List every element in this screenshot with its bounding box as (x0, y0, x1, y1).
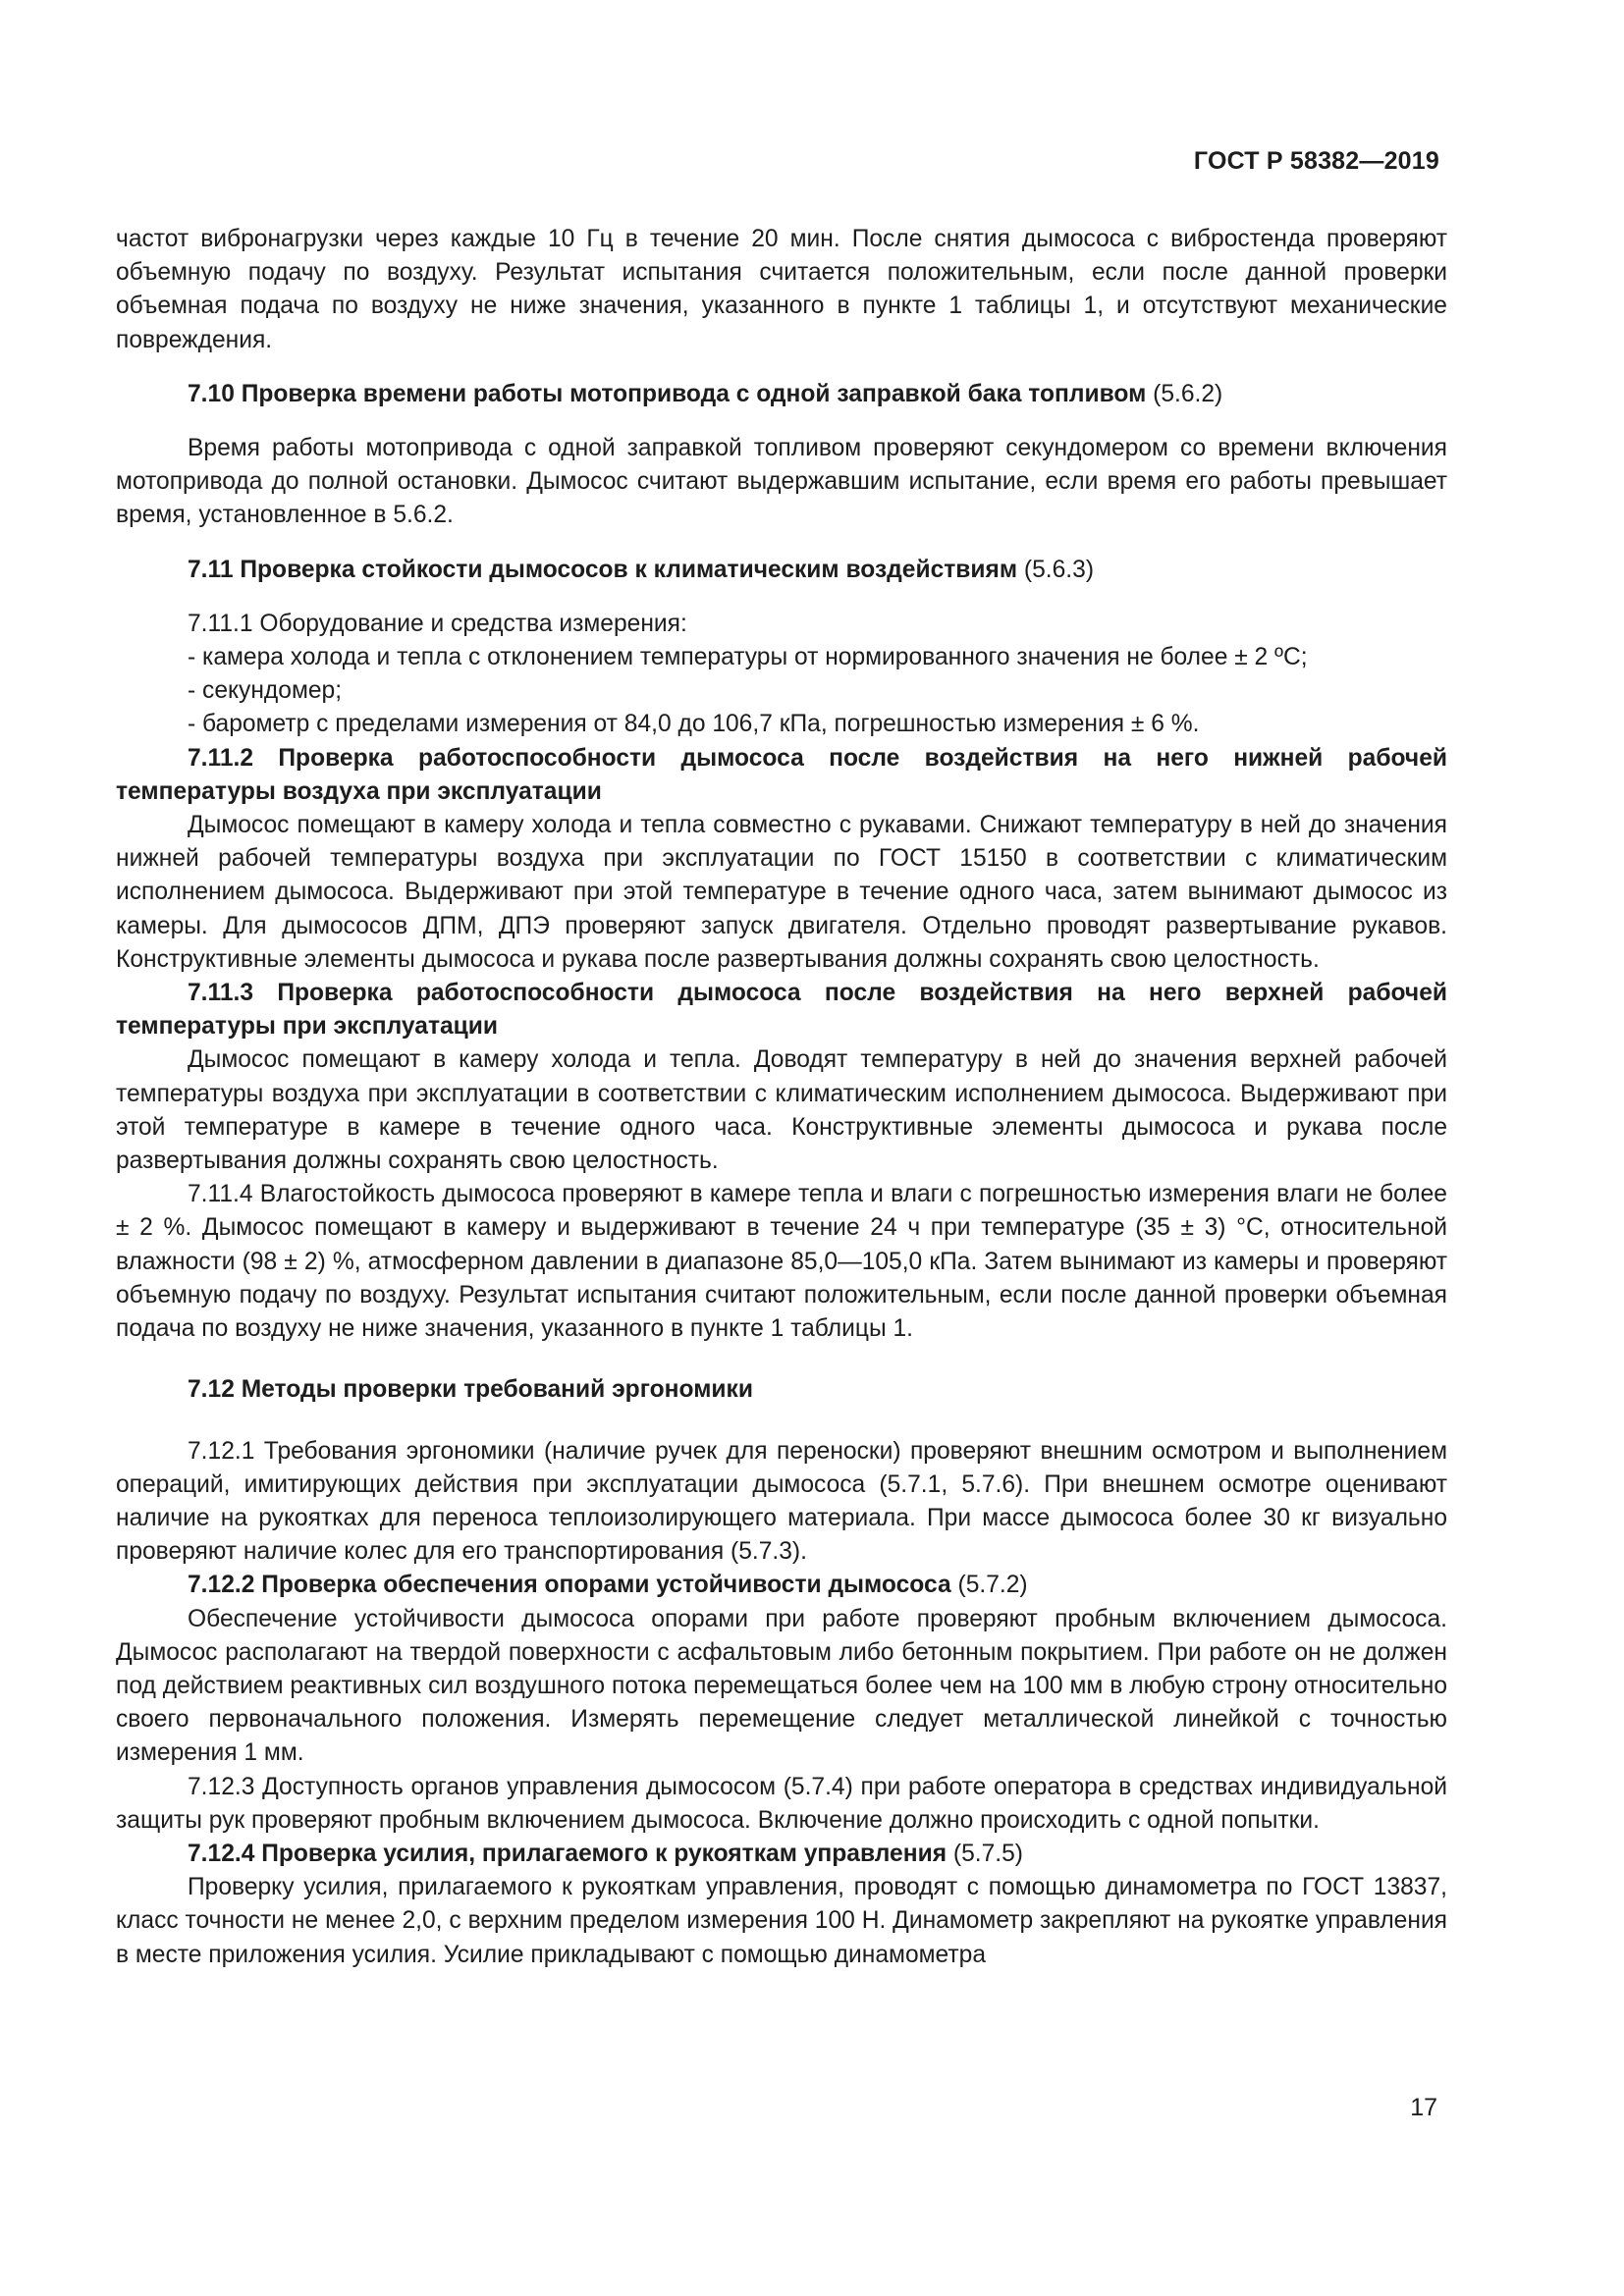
document-header: ГОСТ Р 58382—2019 (1193, 147, 1439, 175)
section-heading-title: 7.11.3 Проверка работоспособности дымососа после воздействия на него верхней рабочей температуры при эксплуатации (116, 980, 1447, 1041)
page-number: 17 (1410, 2094, 1437, 2121)
section-heading-title: 7.11 Проверка стойкости дымососов к климатическим воздействиям (188, 556, 1018, 583)
section-heading-title: 7.10 Проверка времени работы мотопривода с одной заправкой бака топливом (188, 380, 1147, 407)
section-heading (116, 1569, 1447, 1602)
section-heading (116, 554, 1447, 587)
paragraph: частот вибронагрузки через каждые 10 Гц в течение 20 мин. После снятия дымососа с вибростенда проверяют объемную подачу по воздуху. Результат испытания считается положительным, если после данной проверки объемная подача по воздуху не ниже значения, указанного в пункте 1 таблицы 1, и отсутствуют механические повреждения. (116, 226, 1447, 353)
section-heading (116, 1838, 1447, 1871)
section-heading-title: 7.11.2 Проверка работоспособности дымососа после воздействия на него нижней рабочей температуры воздуха при эксплуатации (116, 744, 1447, 805)
list-item: - барометр с пределами измерения от 84,0 до 106,7 кПа, погрешностью измерения ± 6 %. (188, 711, 1200, 738)
paragraph: 7.12.1 Требования эргономики (наличие ручек для переноски) проверяют внешним осмотром и выполнением операций, имитирующих действия при эксплуатации дымососа (5.7.1, 5.7.6). При внешнем осмотре оценивают наличие на рукоятках для переноса теплоизолирующего материала. При массе дымососа более 30 кг визуально проверяют наличие колес для его транспортирования (5.7.3). (116, 1437, 1447, 1566)
section-heading-title: 7.12.4 Проверка усилия, прилагаемого к рукояткам управления (188, 1840, 947, 1867)
list-item: - секундомер; (188, 677, 343, 705)
section-heading-ref: (5.7.5) (947, 1840, 1023, 1867)
paragraph: 7.11.1 Оборудование и средства измерения: (188, 610, 687, 637)
paragraph: Дымосос помещают в камеру холода и тепла совместно с рукавами. Снижают температуру в ней до значения нижней рабочей температуры воздуха при эксплуатации по ГОСТ 15150 в соответствии с климатическим исполнением дымососа. Выдерживают при этой температуре в течение одного часа, затем вынимают дымосос из камеры. Для дымососов ДПМ, ДПЭ проверяют запуск двигателя. Отдельно проводят развертывание рукавов. Конструктивные элементы дымососа и рукава после развертывания должны сохранять свою целостность. (116, 812, 1447, 973)
section-heading-title: 7.12 Методы проверки требований эргономики (188, 1376, 753, 1404)
paragraph: 7.11.4 Влагостойкость дымососа проверяют в камере тепла и влаги с погрешностью измерения влаги не более ± 2 %. Дымосос помещают в камеру и выдерживают в течение 24 ч при температуре (35 ± 3) °С, относительной влажности (98 ± 2) %, атмосферном давлении в диапазоне 85,0—105,0 кПа. Затем вынимают из камеры и проверяют объемную подачу по воздуху. Результат испытания считают положительным, если после данной проверки объемная подача по воздуху не ниже значения, указанного в пункте 1 таблицы 1. (116, 1181, 1447, 1343)
section-heading (116, 742, 1447, 809)
section-heading-ref: (5.7.2) (950, 1572, 1028, 1599)
paragraph: Время работы мотопривода с одной заправкой топливом проверяют секундомером со времени включения мотопривода до полной остановки. Дымосос считают выдержавшим испытание, если время его работы превышает время, установленное в 5.6.2. (116, 435, 1447, 529)
paragraph: 7.12.3 Доступность органов управления дымососом (5.7.4) при работе оператора в средствах индивидуальной защиты рук проверяют пробным включением дымососа. Включение должно происходить с одной попытки. (116, 1773, 1447, 1834)
section-heading (116, 1373, 1447, 1407)
paragraph: Дымосос помещают в камеру холода и тепла. Доводят температуру в ней до значения верхней рабочей температуры воздуха при эксплуатации в соответствии с климатическим исполнением дымососа. Выдерживают при этой температуре в камере в течение одного часа. Конструктивные элементы дымососа и рукава после развертывания должны сохранять свою целостность. (116, 1046, 1447, 1175)
section-heading (116, 378, 1447, 411)
paragraph: Проверку усилия, прилагаемого к рукояткам управления, проводят с помощью динамометра по ГОСТ 13837, класс точности не менее 2,0, с верхним пределом измерения 100 Н. Динамометр закрепляют на рукоятке управления в месте приложения усилия. Усилие прикладывают с помощью динамометра (116, 1874, 1447, 1968)
section-heading-ref: (5.6.2) (1146, 380, 1223, 407)
list-item: - камера холода и тепла с отклонением температуры от нормированного значения не более ± 2 ºС; (188, 644, 1308, 671)
section-heading (116, 977, 1447, 1043)
paragraph: Обеспечение устойчивости дымососа опорами при работе проверяют пробным включением дымососа. Дымосос располагают на твердой поверхности с асфальтовым либо бетонным покрытием. При работе он не должен под действием реактивных сил воздушного потока перемещаться более чем на 100 мм в любую строну относительно своего первоначального положения. Измерять перемещение следует металлической линейкой с точностью измерения 1 мм. (116, 1605, 1447, 1767)
document-body (116, 223, 1447, 1972)
section-heading-title: 7.12.2 Проверка обеспечения опорами устойчивости дымососа (188, 1572, 951, 1599)
section-heading-ref: (5.6.3) (1017, 556, 1095, 583)
